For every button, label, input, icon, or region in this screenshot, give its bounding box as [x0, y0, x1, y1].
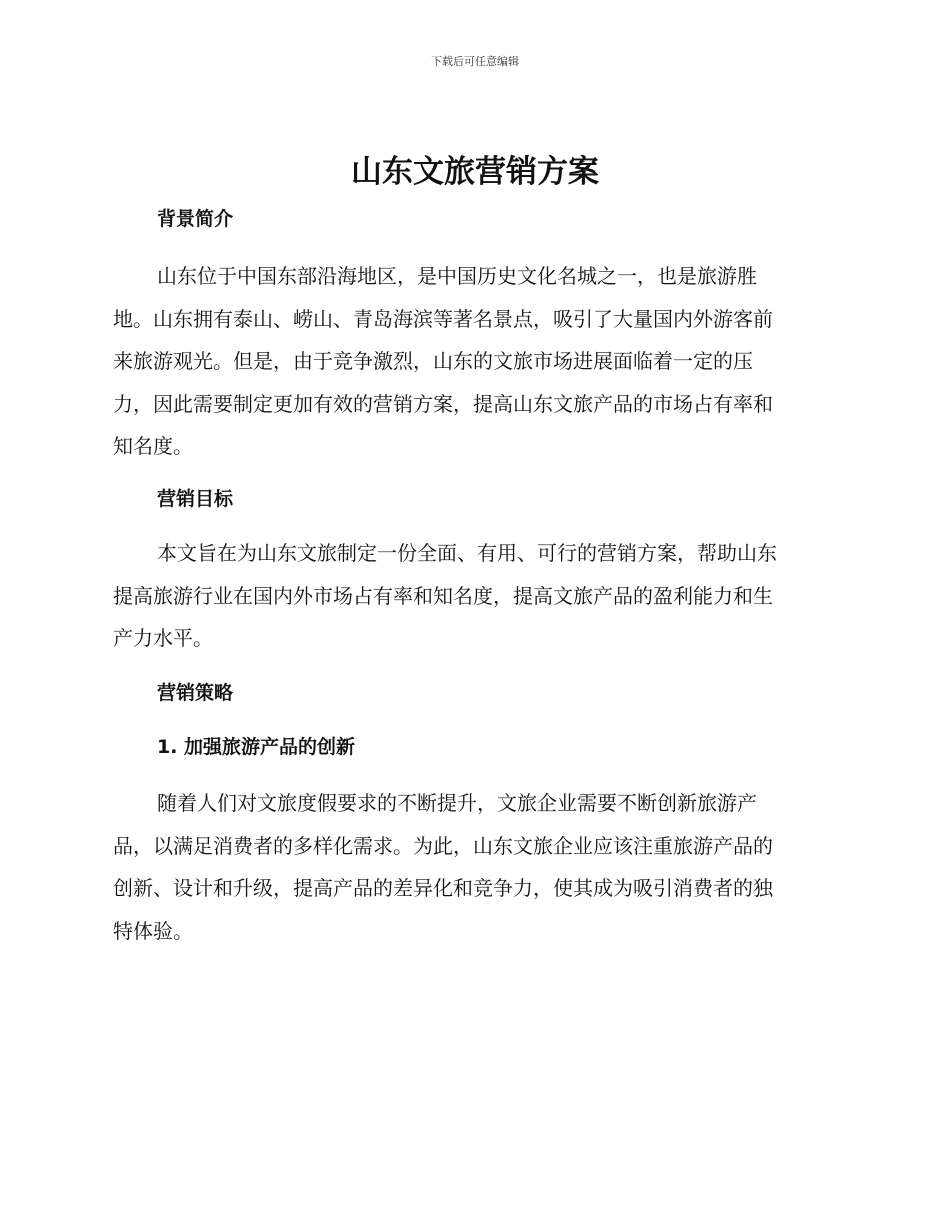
section-strategy [113, 680, 833, 706]
paragraph-line: 来旅游观光。但是，由于竞争激烈，山东的文旅市场进展面临着一定的压 [113, 349, 753, 373]
paragraph-line: 知名度。 [113, 434, 193, 458]
section-innovation [113, 734, 833, 760]
paragraph-line: 力，因此需要制定更加有效的营销方案，提高山东文旅产品的市场占有率和 [113, 391, 773, 416]
paragraph-background [113, 255, 833, 468]
section-heading: 营销策略 [157, 682, 234, 704]
body-paragraph [113, 255, 833, 468]
paragraph-line: 本文旨在为山东文旅制定一份全面、有用、可行的营销方案，帮助山东 [157, 541, 777, 565]
paragraph-line: 地。山东拥有泰山、崂山、青岛海滨等著名景点，吸引了大量国内外游客前 [113, 306, 773, 331]
section-heading: 背景简介 [157, 208, 234, 230]
paragraph-line: 品，以满足消费者的多样化需求。为此，山东文旅企业应该注重旅游产品的 [113, 833, 773, 858]
paragraph-line: 山东位于中国东部沿海地区，是中国历史文化名城之一，也是旅游胜 [157, 264, 757, 288]
paragraph-goals [113, 532, 833, 660]
paragraph-line: 提高旅游行业在国内外市场占有率和知名度，提高文旅产品的盈利能力和生 [113, 583, 773, 608]
paragraph-line: 创新、设计和升级，提高产品的差异化和竞争力，使其成为吸引消费者的独 [113, 876, 773, 900]
body-paragraph [113, 532, 833, 660]
body-paragraph [113, 782, 833, 952]
paragraph-line: 产力水平。 [113, 626, 213, 650]
section-subheading: 1. 加强旅游产品的创新 [157, 736, 356, 758]
section-heading: 营销目标 [157, 488, 234, 510]
paragraph-line: 随着人们对文旅度假要求的不断提升，文旅企业需要不断创新旅游产 [157, 791, 757, 815]
document-title: 山东文旅营销方案 [351, 154, 599, 190]
page-header-note: 下载后可任意编辑 [431, 55, 519, 68]
section-background [113, 206, 833, 232]
section-goals [113, 486, 833, 512]
paragraph-innovation [113, 782, 833, 952]
paragraph-line: 特体验。 [113, 918, 193, 943]
